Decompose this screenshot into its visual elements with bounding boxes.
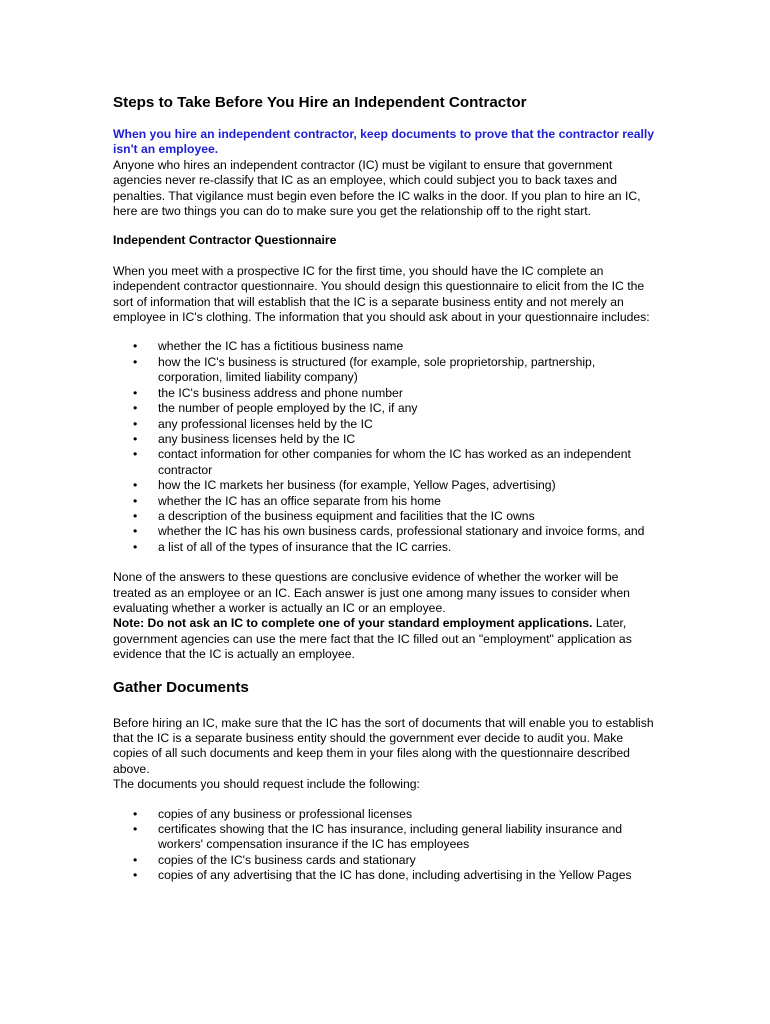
questionnaire-heading: Independent Contractor Questionnaire — [113, 233, 337, 248]
bullet-icon: • — [133, 524, 138, 539]
list-item-text: the number of people employed by the IC, if any — [158, 401, 418, 416]
bullet-icon: • — [133, 339, 138, 354]
list-item — [113, 494, 658, 509]
page-title: Steps to Take Before You Hire an Independent Contractor — [113, 94, 527, 111]
intro-lead: When you hire an independent contractor, keep documents to prove that the contractor really isn't an employee. — [113, 127, 655, 157]
note-bold: Note: Do not ask an IC to complete one of your standard employment applications. — [113, 616, 593, 631]
list-item — [113, 432, 658, 447]
bullet-icon: • — [133, 401, 138, 416]
bullet-icon: • — [133, 508, 138, 523]
list-item-text: copies of any business or professional licenses — [158, 806, 413, 821]
list-item — [113, 478, 658, 493]
list-item-text: how the IC markets her business (for example, Yellow Pages, advertising) — [158, 478, 556, 493]
list-item-text: any professional licenses held by the IC — [158, 416, 373, 431]
list-item-text: contact information for other companies for whom the IC has worked as an independent contractor — [158, 447, 631, 477]
list-item — [113, 386, 658, 401]
intro-body: Anyone who hires an independent contractor (IC) must be vigilant to ensure that government agencies never re-classify that IC as an employee, which could subject you to back taxes and penalties. That vigilance must begin even before the IC walks in the door. If you plan to hire an IC, here are two things you can do to make sure you get the relationship off to the right start. — [113, 157, 641, 219]
list-item — [113, 868, 658, 883]
bullet-icon: • — [133, 868, 138, 883]
bullet-icon: • — [133, 822, 138, 837]
questionnaire-body: When you meet with a prospective IC for the first time, you should have the IC complete an independent contractor questionnaire. You should design this questionnaire to elicit from the IC the sort of information that will establish that the IC is a separate business entity and not merely an employee in IC's clothing. The information that you should ask about in your questionnaire includes: — [113, 263, 650, 325]
list-item-text: whether the IC has an office separate from his home — [158, 493, 441, 508]
list-item-text: how the IC's business is structured (for example, sole proprietorship, partnership, corporation, limited liability company) — [158, 354, 596, 385]
list-item — [113, 853, 658, 868]
questionnaire-closing: None of the answers to these questions are conclusive evidence of whether the worker will be treated as an employee or an IC. Each answer is just one among many issues to consider when evaluating whether a worker is actually an IC or an employee. — [113, 570, 630, 615]
bullet-icon: • — [133, 493, 138, 508]
list-item — [113, 509, 658, 524]
list-item — [113, 417, 658, 432]
list-item — [113, 540, 658, 555]
bullet-icon: • — [133, 806, 138, 821]
list-item — [113, 339, 658, 354]
list-item-text: copies of any advertising that the IC has done, including advertising in the Yellow Pages — [158, 868, 632, 883]
list-item-text: a list of all of the types of insurance that the IC carries. — [158, 539, 452, 554]
list-item-text: certificates showing that the IC has insurance, including general liability insurance and workers' compensation insurance if the IC has employees — [158, 822, 623, 852]
bullet-icon: • — [133, 385, 138, 400]
note-paragraph — [113, 616, 658, 662]
documents-heading: Gather Documents — [113, 678, 249, 696]
bullet-icon: • — [133, 539, 138, 554]
list-item — [113, 524, 658, 539]
list-item-text: the IC's business address and phone number — [158, 385, 403, 400]
list-item — [113, 401, 658, 416]
list-item-text: whether the IC has his own business cards, professional stationary and invoice forms, and — [158, 524, 645, 539]
list-item — [113, 807, 658, 822]
bullet-icon: • — [133, 416, 138, 431]
documents-body: Before hiring an IC, make sure that the IC has the sort of documents that will enable you to establish that the IC is a separate business entity should the government ever decide to audit you. Make copies of all such documents and keep them in your files along with the questionnaire described above. — [113, 715, 654, 776]
document-body — [113, 93, 658, 899]
note-rest: Later, government agencies can use the mere fact that the IC filled out an "employment" application as evidence that the IC is actually an employee. — [113, 616, 632, 662]
bullet-icon: • — [133, 852, 138, 867]
bullet-icon: • — [133, 431, 138, 446]
list-item-text: whether the IC has a fictitious business name — [158, 339, 404, 354]
list-item-text: copies of the IC's business cards and stationary — [158, 852, 416, 867]
list-item-text: a description of the business equipment and facilities that the IC owns — [158, 508, 535, 523]
questionnaire-list — [113, 339, 658, 555]
list-item — [113, 822, 658, 853]
documents-request-line: The documents you should request include the following: — [113, 777, 420, 792]
bullet-icon: • — [133, 478, 138, 493]
list-item — [113, 447, 658, 478]
list-item-text: any business licenses held by the IC — [158, 431, 356, 446]
list-item — [113, 355, 658, 386]
documents-list — [113, 807, 658, 884]
bullet-icon: • — [133, 447, 138, 462]
bullet-icon: • — [133, 354, 138, 369]
